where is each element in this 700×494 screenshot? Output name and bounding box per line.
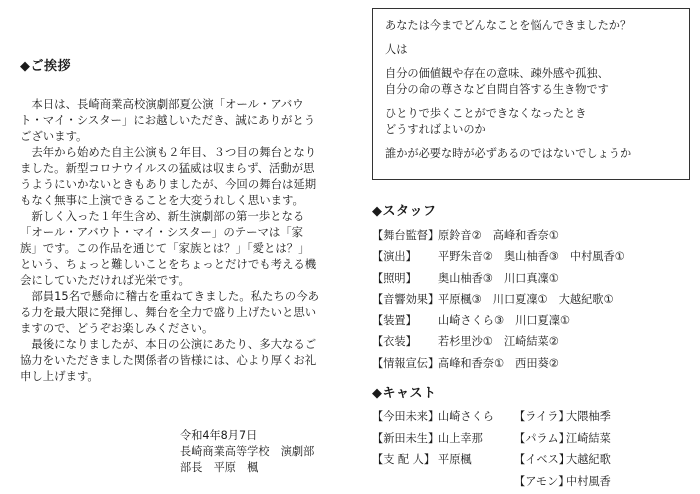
greeting-paragraph: 本日は、長崎商業高校演劇部夏公演「オール・アバウト・マイ・シスター」にお越しいただき、誠にありがとうございます。: [20, 96, 320, 144]
staff-role: 【情報宣伝】: [372, 355, 438, 376]
cast-list: [372, 408, 692, 494]
cast-role: 【アモン】: [514, 473, 566, 494]
staff-row: [372, 312, 692, 333]
staff-row: [372, 227, 692, 248]
intro-stanza: [385, 106, 681, 138]
staff-names: 奥山柚香③ 川口真凜①: [438, 270, 559, 291]
staff-names: 高峰和香奈① 西田葵②: [438, 355, 559, 376]
cast-name: 大隈柚季: [566, 408, 611, 430]
cast-entry: [372, 473, 514, 494]
cast-name: 大越紀歌: [566, 451, 611, 473]
cast-name: 山上幸那: [438, 430, 483, 452]
staff-names: 山崎さくら③ 川口夏凜①: [438, 312, 570, 333]
greeting-paragraph: 去年から始めた自主公演も２年目、３つ目の舞台となりました。新型コロナウイルスの猛威は収まらず、活動が思うようにいかないときもありましたが、今回の舞台は延期もなく無事に上演できることを大変うれしく思います。: [20, 144, 320, 208]
cast-entry: [372, 430, 514, 452]
greeting-heading: ◆ご挨拶: [20, 55, 320, 74]
cast-role: 【今田未来】: [372, 408, 438, 430]
signature-org: 長崎商業高等学校 演劇部: [180, 444, 314, 460]
staff-names: 若杉里沙① 江崎結菜②: [438, 333, 559, 354]
greeting-body: [20, 96, 320, 384]
staff-heading: ◆スタッフ: [372, 200, 692, 219]
cast-name: 江崎結菜: [566, 430, 611, 452]
intro-section: [372, 8, 690, 180]
signature-date: 令和4年8月7日: [180, 428, 314, 444]
signature: [180, 428, 314, 476]
intro-line: 自分の価値観や存在の意味、疎外感や孤独、: [385, 67, 609, 80]
cast-section: [372, 382, 692, 494]
cast-entry: [372, 408, 514, 430]
signature-name: 部長 平原 楓: [180, 460, 314, 476]
intro-line: 人は: [385, 42, 681, 58]
cast-entry: [372, 451, 514, 473]
staff-names: 平原楓③ 川口夏凜① 大越紀歌①: [438, 291, 614, 312]
greeting-paragraph: 部員15名で懸命に稽古を重ねてきました。私たちの今ある力を最大限に発揮し、舞台を全力で盛り上げたいと思いますので、どうぞお楽しみください。: [20, 288, 320, 336]
cast-row: [372, 430, 692, 452]
staff-section: [372, 200, 692, 376]
staff-names: 平野朱音② 奥山柚香③ 中村風香①: [438, 248, 625, 269]
cast-role: 【支 配 人】: [372, 451, 438, 473]
cast-name: 山崎さくら: [438, 408, 494, 430]
intro-line: どうすればよいのか: [385, 123, 486, 136]
cast-role: 【新田未生】: [372, 430, 438, 452]
cast-row: [372, 408, 692, 430]
staff-names: 原鈴音② 高峰和香奈①: [438, 227, 559, 248]
cast-role: [372, 473, 438, 494]
intro-stanza: [385, 66, 681, 98]
cast-role: 【パラム】: [514, 430, 566, 452]
greeting-section: [20, 55, 320, 384]
cast-heading: ◆キャスト: [372, 382, 692, 401]
cast-entry: [514, 473, 611, 494]
staff-role: 【衣装】: [372, 333, 438, 354]
cast-entry: [514, 408, 611, 430]
staff-row: [372, 333, 692, 354]
staff-list: [372, 227, 692, 376]
staff-row: [372, 355, 692, 376]
intro-line: 誰かが必要な時が必ずあるのではないでしょうか: [385, 146, 681, 162]
staff-role: 【照明】: [372, 270, 438, 291]
greeting-paragraph: 新しく入った１年生含め、新生演劇部の第一歩となる「オール・アバウト・マイ・シスター」のテーマは「家族」です。この作品を通じて「家族とは？」「愛とは？」という、ちょっと難しいことをちょっとだけでも考える機会にしていただければ光栄です。: [20, 208, 320, 288]
cast-name: 平原楓: [438, 451, 472, 473]
intro-line: あなたは今までどんなことを悩んできましたか？: [385, 18, 681, 34]
cast-entry: [514, 451, 611, 473]
intro-line: ひとりで歩くことができなくなったとき: [385, 107, 586, 120]
greeting-paragraph: 最後になりましたが、本日の公演にあたり、多大なるご協力をいただきました関係者の皆様には、心より厚くお礼申し上げます。: [20, 336, 320, 384]
staff-role: 【装置】: [372, 312, 438, 333]
cast-role: 【イベス】: [514, 451, 566, 473]
cast-row: [372, 451, 692, 473]
staff-role: 【舞台監督】: [372, 227, 438, 248]
staff-row: [372, 248, 692, 269]
staff-role: 【音響効果】: [372, 291, 438, 312]
staff-row: [372, 291, 692, 312]
intro-line: 自分の命の尊さなど自問自答する生き物です: [385, 83, 609, 96]
staff-row: [372, 270, 692, 291]
staff-role: 【演出】: [372, 248, 438, 269]
cast-name: 中村風香: [566, 473, 611, 494]
cast-entry: [514, 430, 611, 452]
intro-box: [372, 8, 690, 180]
cast-role: 【ライラ】: [514, 408, 566, 430]
cast-row: [372, 473, 692, 494]
